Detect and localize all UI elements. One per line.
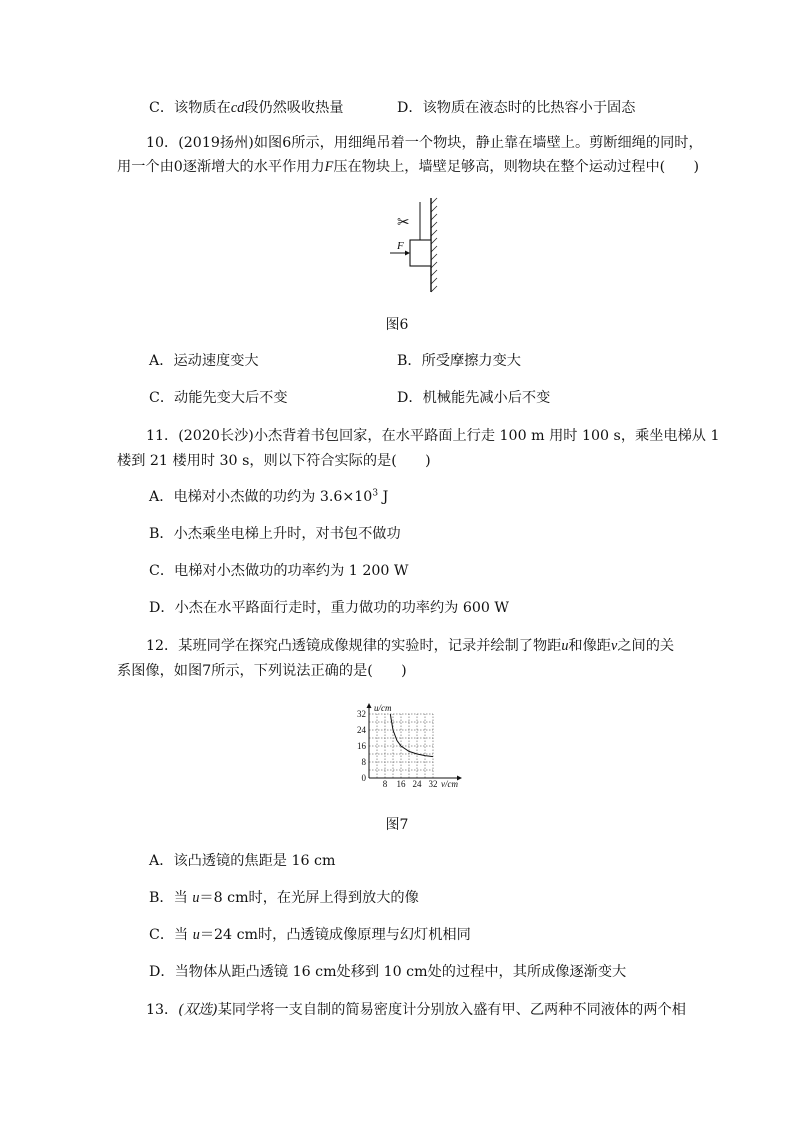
q12-option-c: C．当 u＝24 cm时，凸透镜成像原理与幻灯机相同: [149, 927, 471, 943]
q12-option-b: B．当 u＝8 cm时，在光屏上得到放大的像: [149, 890, 419, 906]
x-tick-label: 24: [412, 779, 422, 789]
q10-option-b: B．所受摩擦力变大: [397, 353, 521, 369]
x-tick-label: 8: [382, 779, 388, 789]
y-tick-label: 32: [357, 709, 366, 719]
force-label: F: [397, 240, 404, 252]
hatch-marks: [431, 198, 437, 292]
y-tick-label: 8: [361, 757, 366, 767]
q11-stem-line1: 11．(2020长沙)小杰背着书包回家，在水平路面上行走 100 m 用时 100 s，乘坐电梯从 1: [146, 428, 720, 444]
q10-figure: [380, 196, 440, 294]
q11-option-a: A．电梯对小杰做的功约为 $3.6\times 10^3$ J: [149, 488, 389, 505]
scissors-icon: ✂: [397, 215, 410, 231]
y-tick-label: 16: [357, 741, 366, 751]
q9-option-d: D．该物质在液态时的比热容小于固态: [397, 100, 636, 116]
x-tick-label: 32: [428, 779, 438, 789]
figure-7-chart: [348, 702, 473, 794]
q10-option-c: C．动能先变大后不变: [149, 390, 288, 406]
y-tick-label: 24: [357, 725, 366, 735]
y-axis-arrow: [367, 703, 372, 708]
block: [410, 240, 431, 266]
q10-option-d: D．机械能先减小后不变: [397, 390, 551, 406]
q11-option-d: D．小杰在水平路面行走时，重力做功的功率约为 600 W: [149, 600, 510, 616]
q10-stem-line1: 10．(2019扬州)如图6所示，用细绳吊着一个物块，静止靠在墙壁上。剪断细绳的同时，: [146, 135, 703, 151]
figure-6-caption: 图6: [385, 317, 409, 333]
force-arrowhead: [405, 251, 410, 256]
q10-option-a: A．运动速度变大: [149, 353, 259, 369]
q9-option-c: C．该物质在cd段仍然吸收热量: [149, 100, 344, 116]
q11-stem-line2: 楼到 21 楼用时 30 s，则以下符合实际的是( ): [117, 453, 431, 469]
q12-option-a: A．该凸透镜的焦距是 16 cm: [149, 853, 336, 869]
q12-stem-line2: 系图像，如图7所示，下列说法正确的是( ): [117, 663, 407, 679]
q10-stem-line2: 用一个由0逐渐增大的水平作用力F压在物块上，墙壁足够高，则物块在整个运动过程中( ): [117, 159, 700, 175]
q13-stem-line1: 13．(双选)某同学将一支自制的简易密度计分别放入盛有甲、乙两种不同液体的两个相: [146, 1002, 686, 1018]
u-v-curve: [390, 714, 433, 757]
y-axis-label: u/cm: [374, 703, 392, 713]
figure-7-caption: 图7: [385, 817, 409, 833]
q12-option-d: D．当物体从距凸透镜 16 cm处移到 10 cm处的过程中，其所成像逐渐变大: [149, 964, 627, 980]
x-axis-label: v/cm: [441, 779, 458, 789]
q11-option-b: B．小杰乘坐电梯上升时，对书包不做功: [149, 526, 401, 542]
y-tick-label: 0: [361, 773, 366, 783]
q11-option-c: C．电梯对小杰做功的功率约为 1 200 W: [149, 563, 409, 579]
q12-stem-line1: 12．某班同学在探究凸透镜成像规律的实验时，记录并绘制了物距u和像距v之间的关: [146, 638, 675, 654]
x-tick-label: 16: [396, 779, 406, 789]
